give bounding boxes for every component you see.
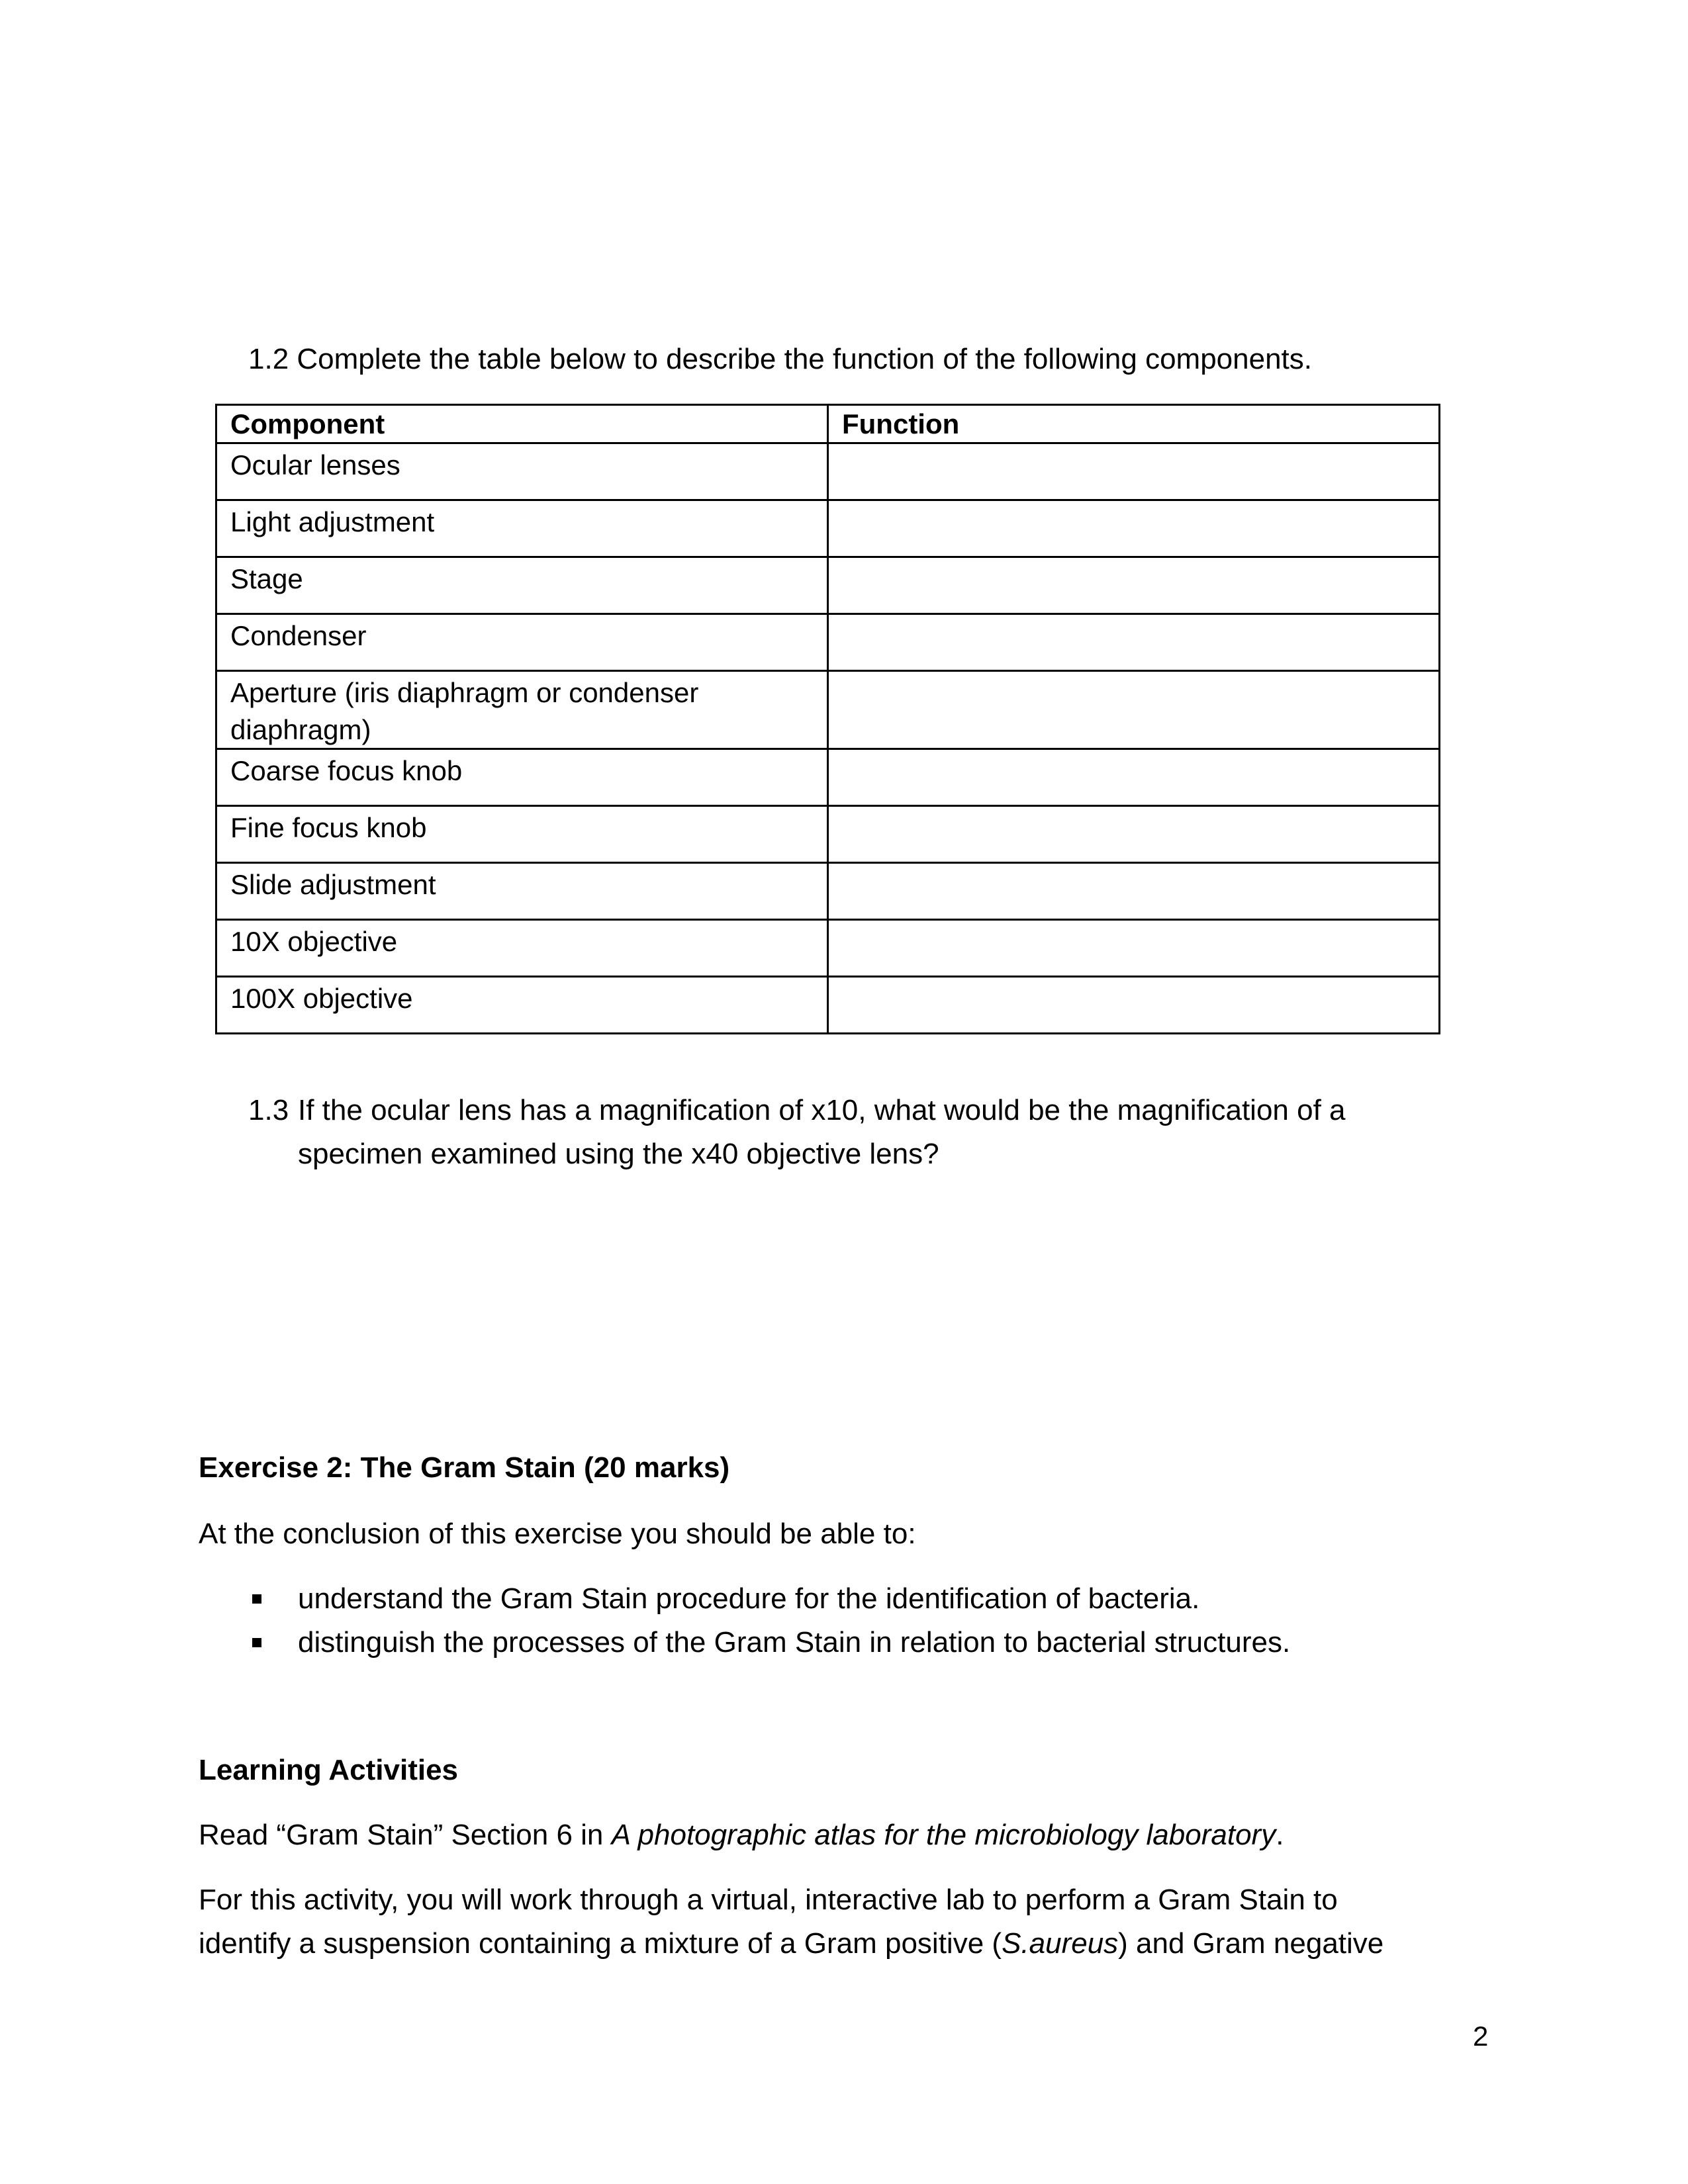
table-row [216,920,1440,977]
function-cell[interactable] [828,500,1440,557]
question-text-line2: specimen examined using the x40 objective lens? [298,1138,939,1170]
component-function-table [215,404,1440,1034]
page-number: 2 [1473,2021,1489,2052]
component-cell: Fine focus knob [216,806,828,863]
bullet-square-icon [252,1638,261,1647]
species-name: S.aureus [1002,1927,1119,1960]
learning-activities-heading: Learning Activities [199,1754,459,1786]
question-1-2 [248,338,1312,381]
reading-instruction [199,1813,1284,1857]
table-row [216,977,1440,1034]
table-row [216,671,1440,749]
function-cell[interactable] [828,863,1440,920]
component-cell: Stage [216,557,828,614]
question-number: 1.3 [248,1094,289,1126]
component-cell: Condenser [216,614,828,671]
activity-line2-suffix: ) and Gram negative [1118,1927,1384,1960]
bullet-square-icon [252,1594,261,1604]
header-function: Function [828,405,1440,443]
table-row [216,500,1440,557]
question-text-line1: If the ocular lens has a magnification of x10, what would be the magnification of a [298,1094,1346,1126]
objectives-list [248,1577,1290,1664]
activity-line1: For this activity, you will work through a virtual, interactive lab to perform a Gram Stain to [199,1884,1338,1916]
objective-text: distinguish the processes of the Gram Stain in relation to bacterial structures. [298,1626,1291,1659]
question-text: Complete the table below to describe the function of the following components. [297,343,1313,375]
function-cell[interactable] [828,749,1440,806]
reading-suffix: . [1276,1819,1284,1851]
exercise-2-heading: Exercise 2: The Gram Stain (20 marks) [199,1451,730,1484]
function-cell[interactable] [828,614,1440,671]
list-item [248,1577,1290,1621]
table-row [216,614,1440,671]
function-cell[interactable] [828,977,1440,1034]
function-cell[interactable] [828,806,1440,863]
component-cell: 10X objective [216,920,828,977]
function-cell[interactable] [828,671,1440,749]
question-number: 1.2 [248,343,289,375]
component-cell: Slide adjustment [216,863,828,920]
list-item [248,1621,1290,1664]
function-cell[interactable] [828,920,1440,977]
table-header-row [216,405,1440,443]
reading-prefix: Read “Gram Stain” Section 6 in [199,1819,612,1851]
book-title: A photographic atlas for the microbiology laboratory [611,1819,1276,1851]
activity-line2-prefix: identify a suspension containing a mixture of a Gram positive ( [199,1927,1002,1960]
table-row [216,749,1440,806]
component-cell: Coarse focus knob [216,749,828,806]
function-cell[interactable] [828,557,1440,614]
table-row [216,557,1440,614]
objective-text: understand the Gram Stain procedure for the identification of bacteria. [298,1582,1200,1615]
function-cell[interactable] [828,443,1440,500]
table-row [216,863,1440,920]
table-row [216,806,1440,863]
activity-line2 [199,1922,1456,1966]
exercise-2-intro: At the conclusion of this exercise you should be able to: [199,1518,916,1550]
component-cell: 100X objective [216,977,828,1034]
header-component: Component [216,405,828,443]
question-1-3 [248,1089,1427,1176]
component-cell: Aperture (iris diaphragm or condenser diaphragm) [216,671,828,749]
component-cell: Ocular lenses [216,443,828,500]
activity-paragraph [199,1878,1456,1966]
table-row [216,443,1440,500]
component-cell: Light adjustment [216,500,828,557]
